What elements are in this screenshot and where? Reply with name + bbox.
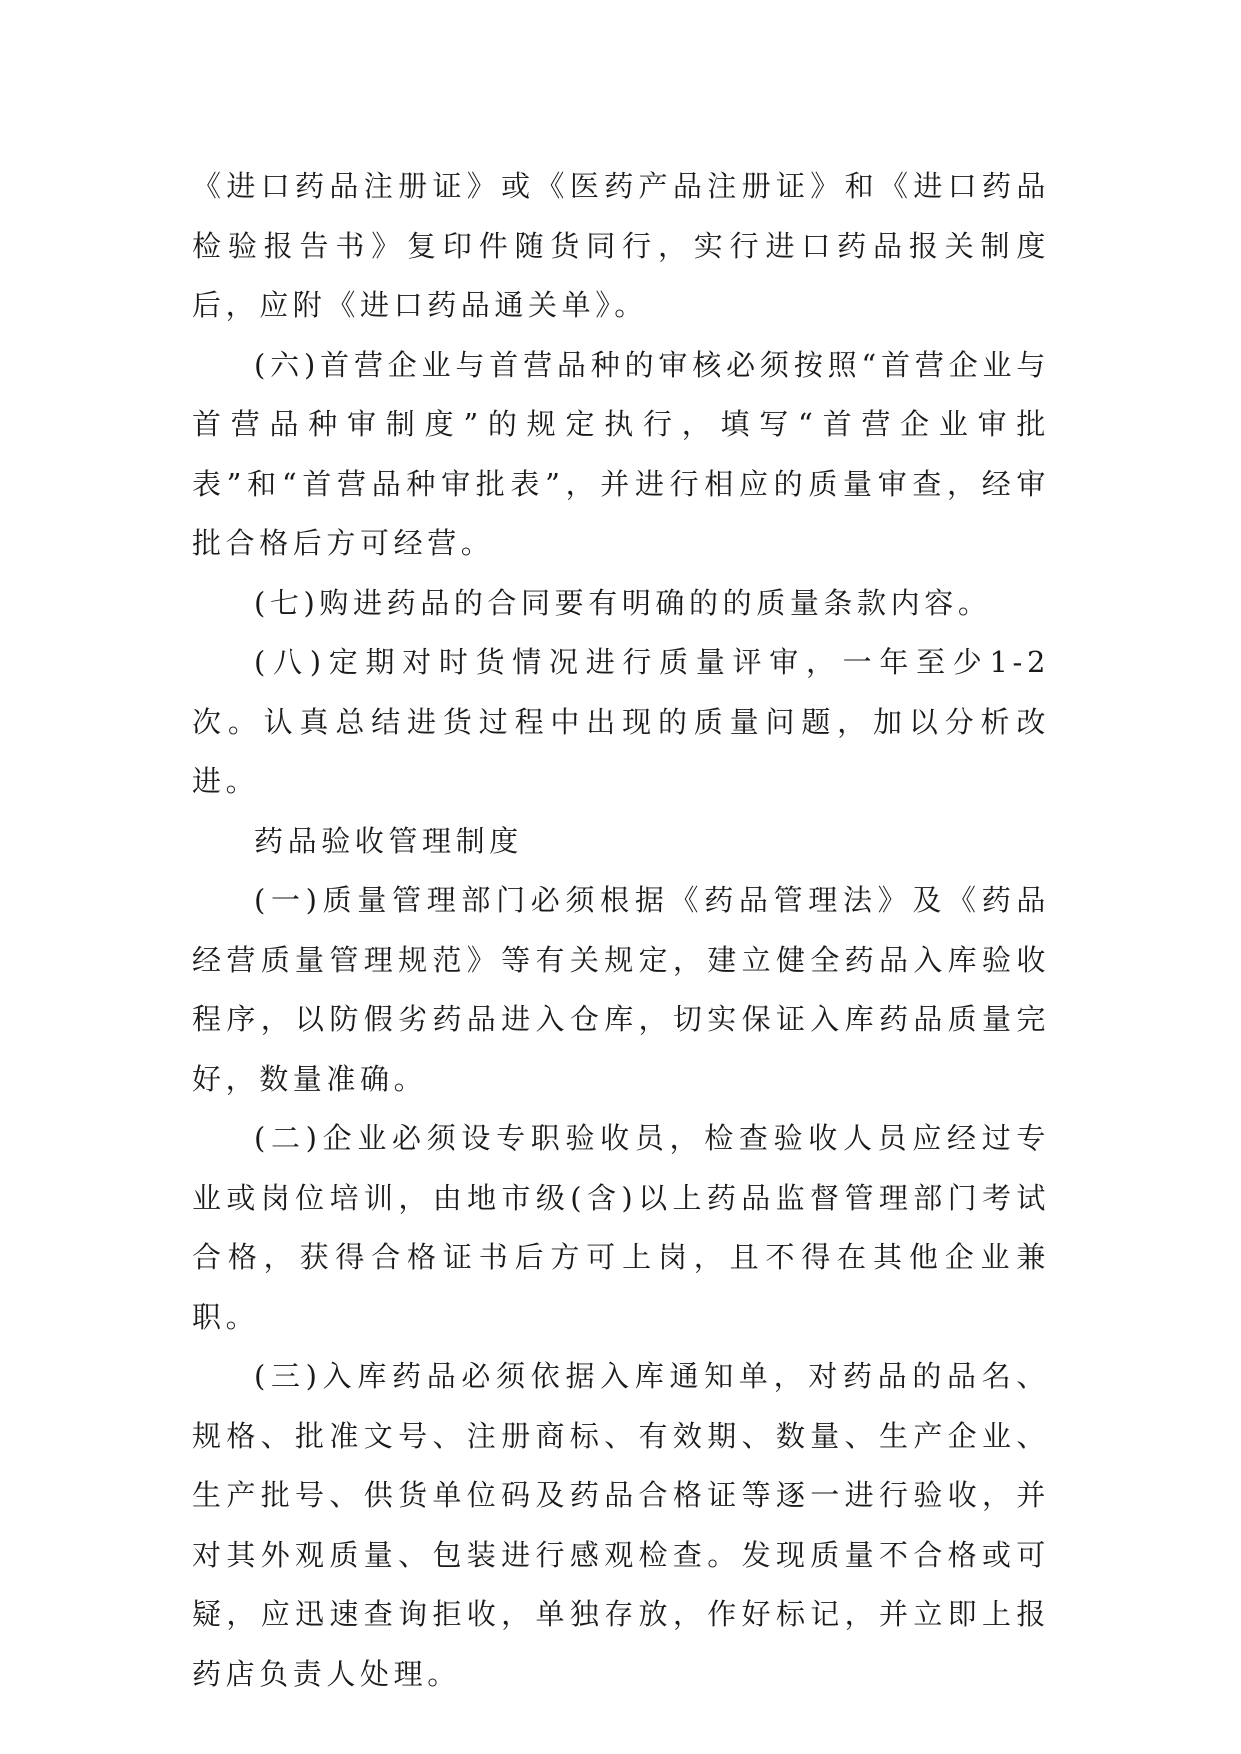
paragraph-item-8: (八)定期对时货情况进行质量评审，一年至少1-2次。认真总结进货过程中出现的质量问题，加以分析改进。: [192, 645, 1050, 798]
paragraph-item-2: (二)企业必须设专职验收员，检查验收人员应经过专业或岗位培训，由地市级(含)以上药品监督管理部门考试合格，获得合格证书后方可上岗，且不得在其他企业兼职。: [192, 1121, 1050, 1334]
paragraph-item-1: (一)质量管理部门必须根据《药品管理法》及《药品经营质量管理规范》等有关规定，建立健全药品入库验收程序，以防假劣药品进入仓库，切实保证入库药品质量完好，数量准确。: [192, 883, 1050, 1096]
paragraph-item-7: (七)购进药品的合同要有明确的的质量条款内容。: [254, 585, 992, 620]
paragraph-import-documents: 《进口药品注册证》或《医药产品注册证》和《进口药品检验报告书》复印件随货同行，实行进口药品报关制度后，应附《进口药品通关单》。: [192, 169, 1050, 322]
paragraph-item-3: (三)入库药品必须依据入库通知单，对药品的品名、规格、批准文号、注册商标、有效期、数量、生产企业、生产批号、供货单位码及药品合格证等逐一进行验收，并对其外观质量、包装进行感观检查。发现质量不合格或可疑，应迅速查询拒收，单独存放，作好标记，并立即上报药店负责人处理。: [192, 1359, 1050, 1691]
section-heading: 药品验收管理制度: [254, 823, 523, 858]
paragraph-item-6: (六)首营企业与首营品种的审核必须按照“首营企业与首营品种审制度”的规定执行，填写“首营企业审批表”和“首营品种审批表”，并进行相应的质量审查，经审批合格后方可经营。: [192, 347, 1050, 560]
document-page: [192, 157, 1050, 1704]
